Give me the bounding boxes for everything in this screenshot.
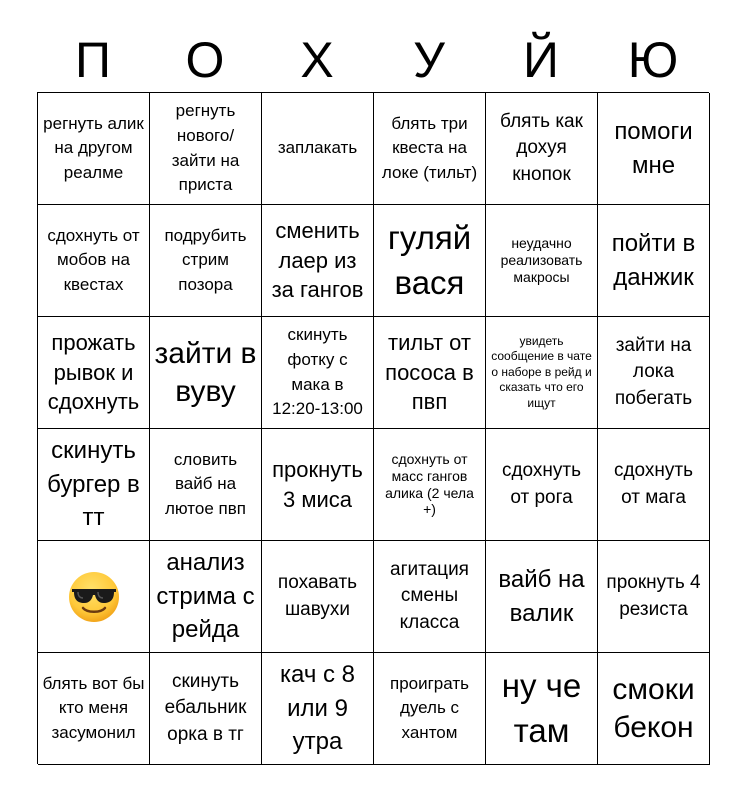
bingo-cell[interactable]: сдохнуть от масс гангов алика (2 чела +) xyxy=(374,429,486,541)
bingo-cell[interactable]: кач с 8 или 9 утра xyxy=(262,653,374,765)
bingo-cell[interactable]: сдохнуть от мага xyxy=(598,429,710,541)
bingo-cell[interactable]: помоги мне xyxy=(598,93,710,205)
header-letter: Й xyxy=(523,32,559,88)
bingo-cell[interactable]: сдохнуть от рога xyxy=(486,429,598,541)
bingo-cell[interactable]: прокнуть 3 миса xyxy=(262,429,374,541)
bingo-cell[interactable]: прокнуть 4 резиста xyxy=(598,541,710,653)
bingo-cell[interactable]: блять как дохуя кнопок xyxy=(486,93,598,205)
bingo-cell[interactable]: тильт от пососа в пвп xyxy=(374,317,486,429)
bingo-cell[interactable]: анализ стрима с рейда xyxy=(150,541,262,653)
bingo-cell[interactable]: скинуть бургер в тт xyxy=(38,429,150,541)
bingo-cell[interactable]: сменить лаер из за гангов xyxy=(262,205,374,317)
bingo-cell[interactable]: похавать шавухи xyxy=(262,541,374,653)
bingo-cell[interactable]: неудачно реализовать макросы xyxy=(486,205,598,317)
bingo-cell[interactable]: увидеть сообщение в чате о наборе в рейд и сказать что его ищут xyxy=(486,317,598,429)
bingo-cell[interactable]: агитация смены класса xyxy=(374,541,486,653)
bingo-cell[interactable]: словить вайб на лютое пвп xyxy=(150,429,262,541)
header-letter: У xyxy=(413,32,445,88)
bingo-cell[interactable]: регнуть нового/ зайти на приста xyxy=(150,93,262,205)
bingo-cell[interactable]: блять вот бы кто меня засумонил xyxy=(38,653,150,765)
bingo-cell[interactable]: зайти на лока побегать xyxy=(598,317,710,429)
bingo-cell[interactable]: сдохнуть от мобов на квестах xyxy=(38,205,150,317)
bingo-cell[interactable]: гуляй вася xyxy=(374,205,486,317)
bingo-header xyxy=(37,28,709,92)
bingo-board xyxy=(37,92,709,764)
bingo-cell[interactable]: ну че там xyxy=(486,653,598,765)
free-cell[interactable] xyxy=(38,541,150,653)
bingo-cell[interactable]: заплакать xyxy=(262,93,374,205)
header-letter: О xyxy=(185,32,225,88)
bingo-cell[interactable]: проиграть дуель с хантом xyxy=(374,653,486,765)
bingo-cell[interactable]: регнуть алик на другом реалме xyxy=(38,93,150,205)
bingo-cell[interactable]: зайти в вуву xyxy=(150,317,262,429)
header-letter: Ю xyxy=(627,32,679,88)
bingo-cell[interactable]: вайб на валик xyxy=(486,541,598,653)
header-letter: П xyxy=(75,32,111,88)
bingo-cell[interactable]: смоки бекон xyxy=(598,653,710,765)
bingo-cell[interactable]: блять три квеста на локе (тильт) xyxy=(374,93,486,205)
smiling-face-with-sunglasses-icon xyxy=(67,570,121,624)
header-letter: Х xyxy=(300,32,334,88)
bingo-cell[interactable]: скинуть ебальник орка в тг xyxy=(150,653,262,765)
bingo-cell[interactable]: пойти в данжик xyxy=(598,205,710,317)
bingo-cell[interactable]: прожать рывок и сдохнуть xyxy=(38,317,150,429)
bingo-cell[interactable]: подрубить стрим позора xyxy=(150,205,262,317)
bingo-cell[interactable]: скинуть фотку с мака в 12:20-13:00 xyxy=(262,317,374,429)
